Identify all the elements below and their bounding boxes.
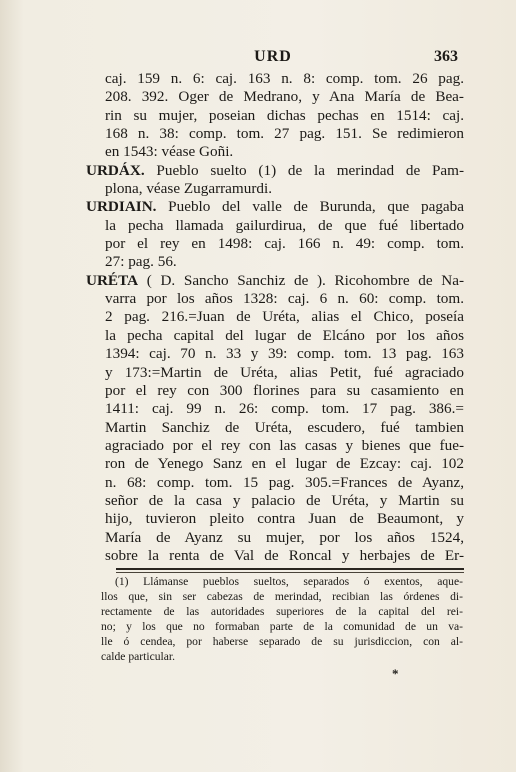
text-line: sobre la renta de Val de Roncal y herbajes de Er- [105, 546, 464, 564]
entry-head-ureta: URÉTA [86, 271, 139, 289]
signature-mark: * [392, 666, 399, 681]
text-line: María de Ayanz su mujer, por los años 1524, [105, 528, 464, 546]
footnote-line: no; y los que no formaban parte de la comunidad de un va- [101, 620, 463, 634]
footnote-line: calde particular. [101, 650, 176, 664]
text-line: ( D. Sancho Sanchiz de ). Ricohombre de Na- [146, 271, 464, 289]
footnote-line: (1) Llámanse pueblos sueltos, separados ó exentos, aque- [115, 575, 463, 588]
text-line: agraciado por el rey con las casas y bienes que fue- [105, 436, 464, 454]
page-number: 363 [434, 48, 458, 65]
text-line: hijo, tuvieron pleito contra Juan de Beaumont, y [105, 510, 464, 528]
text-line: la pecha capital del lugar de Elcáno por los años [105, 326, 464, 344]
entry-ureta [86, 272, 464, 290]
text-line: caj. 159 n. 6: caj. 163 n. 8: comp. tom. 26 pag. [105, 70, 464, 87]
text-line: 208. 392. Oger de Medrano, y Ana María de Bea- [105, 88, 464, 106]
text-line: plona, véase Zugarramurdi. [105, 180, 272, 198]
text-line: por el rey con 300 florines para su casamiento en [105, 381, 464, 399]
text-line: señor de la casa y palacio de Uréta, y Martin su [105, 491, 464, 509]
text-line: 2 pag. 216.=Juan de Uréta, alias el Chico, poseía [105, 308, 464, 326]
text-line: por el rey en 1498: caj. 166 n. 49: comp. tom. [105, 235, 464, 253]
text-line: ron de Yenego Sanz en el lugar de Ezcay: caj. 102 [105, 455, 464, 473]
text-line: 1394: caj. 70 n. 33 y 39: comp. tom. 13 pag. 163 [105, 345, 464, 363]
running-head: URD [254, 48, 292, 65]
footnote-line: rectamente de las autoridades superiores de la capital del rei- [101, 605, 463, 619]
entry-head-urdiain: URDIAIN. [86, 198, 157, 216]
text-line: en 1543: véase Goñi. [105, 143, 234, 161]
text-line: 27: pag. 56. [105, 253, 177, 271]
entry-urdiain [86, 198, 464, 216]
footnote-rule [116, 568, 464, 570]
text-line: rin su mujer, poseian dichas pechas en 1514: caj. [105, 106, 464, 124]
entry-urdax [86, 162, 464, 180]
footnote-line: lle ó cendea, por haberse separado de su jurisdiccion, con al- [101, 635, 463, 649]
text-line: n. 68: comp. tom. 15 pag. 305.=Frances de Ayanz, [105, 473, 464, 491]
text-line: y 173:=Martin de Uréta, alias Petit, fué agraciado [105, 363, 464, 381]
footnote-rule-thin [116, 572, 464, 573]
page-header [84, 48, 462, 70]
text-line: 1411: caj. 99 n. 26: comp. tom. 17 pag. 386.= [105, 400, 464, 418]
dictionary-text [86, 70, 464, 565]
text-line: Martin Sanchiz de Uréta, escudero, fué tambien [105, 418, 464, 436]
text-line: la pecha llamada gailurdirua, de que fué libertado [105, 216, 464, 234]
text-line: Pueblo suelto (1) de la merindad de Pam- [156, 161, 464, 179]
text-line: Pueblo del valle de Burunda, que pagaba [168, 198, 464, 216]
footnote [101, 574, 463, 665]
text-line: 168 n. 38: comp. tom. 27 pag. 151. Se redimieron [105, 125, 464, 143]
entry-head-urdax: URDÁX. [86, 161, 145, 179]
text-line: varra por los años 1328: caj. 6 n. 60: comp. tom. [105, 290, 464, 308]
footnote-line: llos que, sin ser cabezas de merindad, recibian las órdenes di- [101, 590, 463, 604]
